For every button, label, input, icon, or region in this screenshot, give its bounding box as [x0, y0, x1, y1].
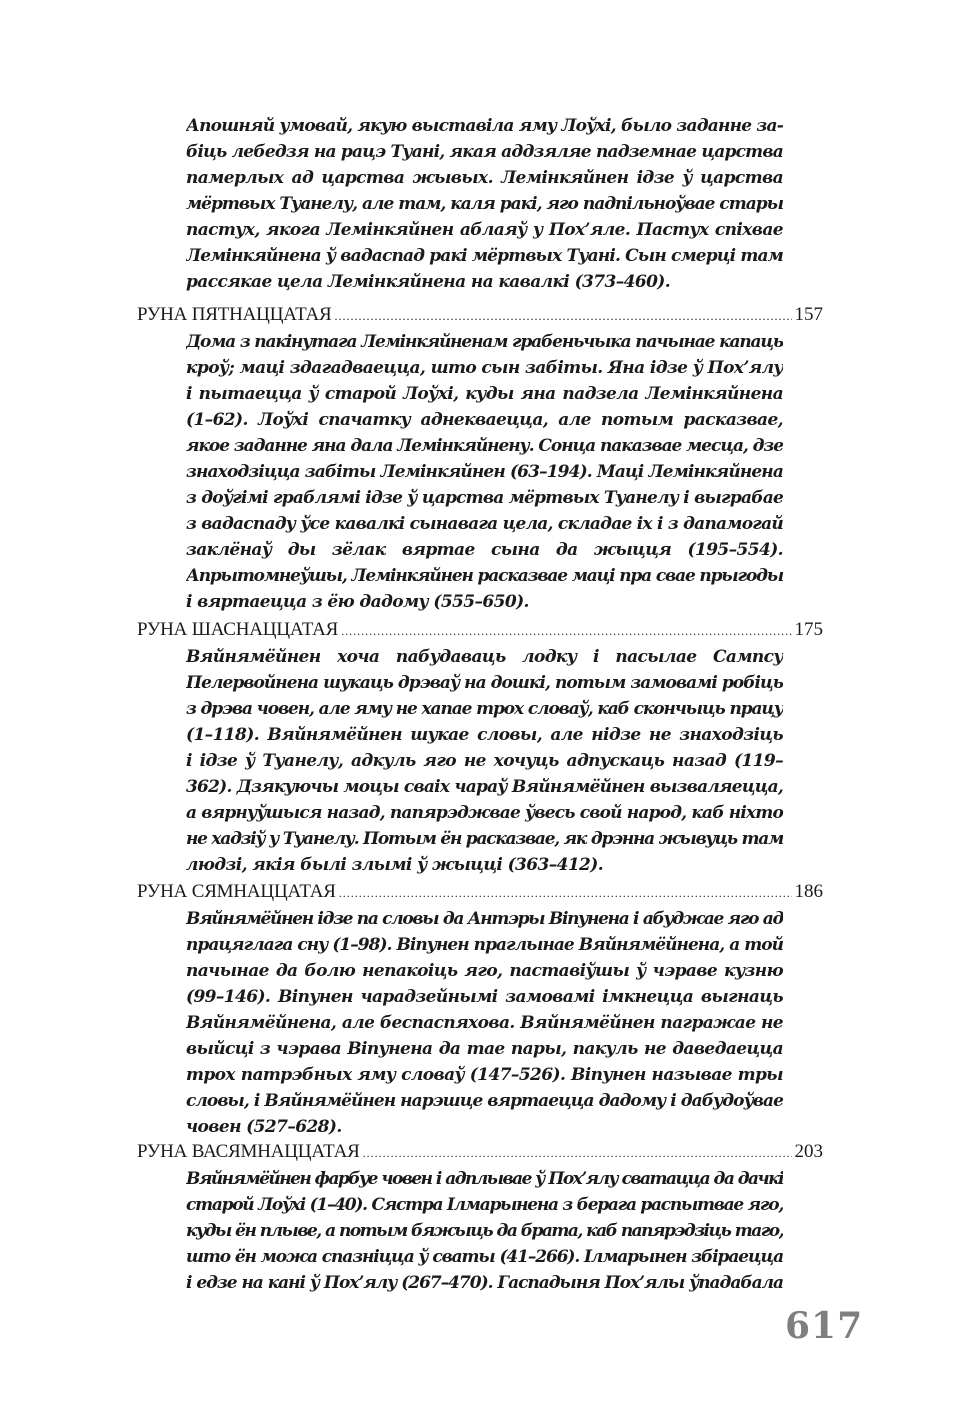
- toc-entry-title: РУНА ШАСНАЦЦАТАЯ: [137, 619, 339, 640]
- text-line: Апрытомнеўшы, Лемінкяйнен расказвае маці пра свае прыгоды: [186, 566, 783, 586]
- text-line: Вяйнямёйнен фарбуе човен і адплывае ў Пох’ялу сватацца да дачкі: [186, 1169, 783, 1189]
- text-line: з вадаспаду ўсе кавалкі сынавага цела, складае іх і з дапамогай: [186, 514, 783, 534]
- text-line: біць лебедзя на рацэ Туані, якая аддзяляе падземнае царства: [186, 142, 783, 162]
- toc-entry-summary: [186, 906, 783, 1140]
- text-line: і едзе на кані ў Пох’ялу (267–470). Гаспадыня Пох’ялы ўпадабала: [186, 1273, 783, 1293]
- text-line: Вяйнямёйнен ідзе па словы да Антэры Віпунена і абуджае яго ад: [186, 909, 783, 929]
- text-line: а вярнуўшыся назад, папярэджвае ўвесь свой народ, каб ніхто: [186, 803, 783, 823]
- text-line: Вяйнямёйнен хоча пабудаваць лодку і пасылае Сампсу: [186, 647, 783, 667]
- text-line: Лемінкяйнена ў вадаспад ракі мёртвых Туані. Сын смерці там: [186, 246, 783, 266]
- text-line: і вяртаецца з ёю дадому (555–650).: [186, 592, 529, 612]
- toc-entry-summary: [186, 644, 783, 878]
- leader-dots: [339, 880, 792, 906]
- text-line: словы, і Вяйнямёйнен нарэшце вяртаецца дадому і дабудоўвае: [186, 1091, 783, 1111]
- text-line: выйсці з чэрава Віпунена да тае пары, пакуль не даведаецца: [186, 1039, 783, 1059]
- text-line: Пелервойнена шукаць дрэваў на дошкі, потым замовамі робіць: [186, 673, 783, 693]
- text-line: Дома з пакінутага Лемінкяйненам грабеньчыка пачынае капаць: [186, 332, 783, 352]
- text-line: трох патрэбных яму словаў (147–526). Віпунен называе тры: [186, 1065, 783, 1085]
- text-line: памерлых ад царства жывых. Лемінкяйнен ідзе ў царства: [186, 168, 783, 188]
- text-line: куды ён плыве, а потым бяжыць да брата, каб папярэдзіць таго,: [186, 1221, 783, 1241]
- leader-dots: [363, 1140, 792, 1166]
- text-line: (99–146). Віпунен чарадзейнымі замовамі імкнецца выгнаць: [186, 987, 783, 1007]
- text-line: знаходзіцца забіты Лемінкяйнен (63–194). Маці Лемінкяйнена: [186, 462, 783, 482]
- text-line: што ён можа спазніцца ў сваты (41–266). Ілмарынен збіраецца: [186, 1247, 783, 1267]
- toc-entry-summary: [186, 329, 783, 615]
- toc-entry-heading[interactable]: [137, 879, 823, 905]
- text-line: (1–118). Вяйнямёйнен шукае словы, але нідзе не знаходзіць: [186, 725, 783, 745]
- intro-summary: [186, 113, 783, 295]
- text-line: старой Лоўхі (1–40). Сястра Ілмарынена з берага распытвае яго,: [186, 1195, 783, 1215]
- toc-entry-title: РУНА ПЯТНАЦЦАТАЯ: [137, 304, 332, 325]
- toc-entry-title: РУНА ВАСЯМНАЦЦАТАЯ: [137, 1141, 360, 1162]
- text-line: пачынае да болю непакоіць яго, паставіўшы ў чэраве кузню: [186, 961, 783, 981]
- text-line: з дрэва човен, але яму не хапае трох словаў, каб скончыць працу: [186, 699, 783, 719]
- text-line: пастух, якога Лемінкяйнен аблаяў у Пох’яле. Пастух спіхвае: [186, 220, 783, 240]
- toc-page-number: 175: [794, 619, 823, 640]
- text-line: Вяйнямёйнена, але беспаспяхова. Вяйнямёйнен пагражае не: [186, 1013, 783, 1033]
- text-line: (1–62). Лоўхі спачатку аднекваецца, але потым расказвае,: [186, 410, 783, 430]
- text-line: кроў; маці здагадваецца, што сын забіты. Яна ідзе ў Пох’ялу: [186, 358, 783, 378]
- text-line: Апошняй умовай, якую выставіла яму Лоўхі, было заданне за-: [186, 116, 783, 136]
- text-line: заклёнаў ды зёлак вяртае сына да жыцця (195–554).: [186, 540, 783, 560]
- toc-page-number: 203: [794, 1141, 823, 1162]
- toc-entry-summary: [186, 1166, 783, 1296]
- text-line: не хадзіў у Туанелу. Потым ён расказвае, як дрэнна жывуць там: [186, 829, 783, 849]
- text-line: людзі, якія былі злымі ў жыцці (363–412).: [186, 855, 604, 875]
- text-line: 362). Дзякуючы моцы сваіх чараў Вяйнямёйнен вызваляецца,: [186, 777, 783, 797]
- toc-entry-heading[interactable]: [137, 1139, 823, 1165]
- toc-entry-heading[interactable]: [137, 302, 823, 328]
- toc-entry-heading[interactable]: [137, 617, 823, 643]
- text-line: і ідзе ў Туанелу, адкуль яго не хочуць адпускаць назад (119–: [186, 751, 783, 771]
- text-line: і пытаецца ў старой Лоўхі, куды яна падзела Лемінкяйнена: [186, 384, 783, 404]
- text-line: рассякае цела Лемінкяйнена на кавалкі (373–460).: [186, 272, 671, 292]
- text-line: працяглага сну (1–98). Віпунен праглынае Вяйнямёйнена, а той: [186, 935, 783, 955]
- page-number: 617: [785, 1305, 864, 1347]
- leader-dots: [335, 303, 792, 329]
- toc-page-number: 157: [794, 304, 823, 325]
- text-line: якое заданне яна дала Лемінкяйнену. Сонца паказвае месца, дзе: [186, 436, 783, 456]
- text-line: човен (527–628).: [186, 1117, 342, 1137]
- text-line: з доўгімі граблямі ідзе ў царства мёртвых Туанелу і выграбае: [186, 488, 783, 508]
- leader-dots: [341, 618, 791, 644]
- toc-page-number: 186: [794, 881, 823, 902]
- toc-entry-title: РУНА СЯМНАЦЦАТАЯ: [137, 881, 336, 902]
- text-line: мёртвых Туанелу, але там, каля ракі, яго падпільноўвае стары: [186, 194, 783, 214]
